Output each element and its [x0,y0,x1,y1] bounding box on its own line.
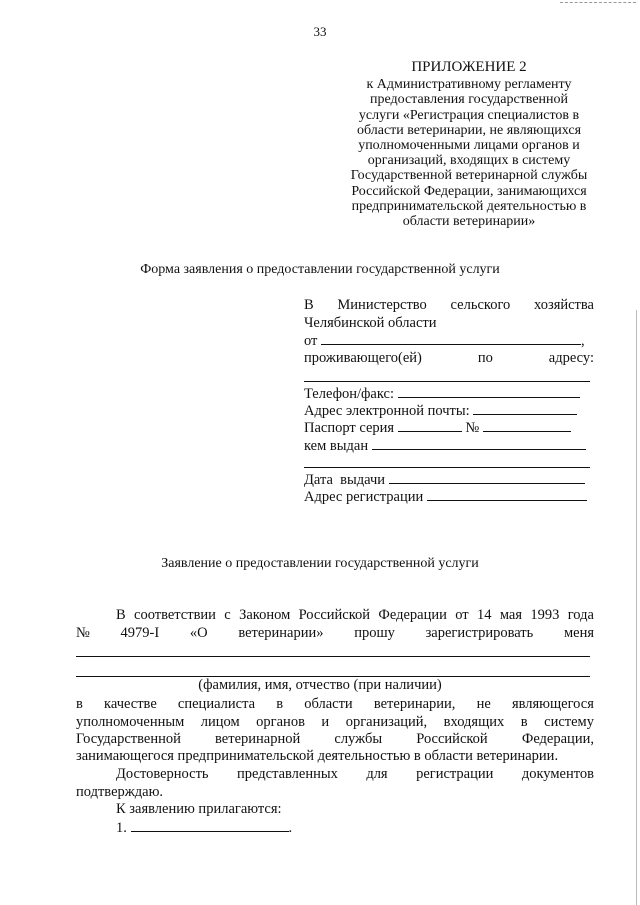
addressee-word: В [304,297,314,313]
issue-date-label: Дата выдачи [304,472,386,488]
appendix-line: уполномоченными лицами органов и [358,138,580,154]
attachment-item-end: . [288,820,293,836]
passport-row [304,418,594,437]
word: являющегося [511,696,594,712]
phone-field[interactable] [398,384,580,398]
word: меня [563,625,594,641]
appendix-line: услуги «Регистрация специалистов в [358,107,580,123]
word: Федерации, [521,731,594,747]
addressee-line-2: Челябинской области [304,315,437,331]
word: Достоверность [116,766,209,782]
appendix-heading: ПРИЛОЖЕНИЕ 2 [411,59,527,75]
word: в [76,696,83,712]
application-title: Заявление о предоставлении государственной услуги [161,556,479,571]
word: не [476,696,491,712]
word: № [76,625,90,641]
word: качестве [104,696,157,712]
addressee-line-1 [304,297,594,314]
word: «О [189,625,208,641]
attachment-item-1 [116,818,292,837]
word: Законом [239,607,291,623]
registration-label: Адрес регистрации [304,489,424,505]
word: организаций, [345,714,428,730]
appendix-line: организаций, входящих в систему [367,153,571,169]
attached-label: К заявлению прилагаются: [116,801,282,817]
word: регистрации [416,766,494,782]
word: специалиста [177,696,256,712]
word: от [455,607,469,623]
word: года [567,607,594,623]
word: зарегистрировать [425,625,534,641]
word: для [366,766,388,782]
scan-edge-top [560,2,636,3]
word: входящих [443,714,505,730]
word: представленных [237,766,338,782]
appendix-line: к Административному регламенту [366,77,572,93]
registration-row [304,487,594,506]
residing-word: по [477,350,493,366]
from-row [304,331,594,350]
page-number: 33 [313,24,327,39]
scan-edge-right [636,310,637,905]
word: мая [499,607,523,623]
passport-number-label: № [465,420,480,436]
word: и [321,714,330,730]
word: области [304,696,353,712]
appendix-header [336,60,602,229]
paragraph-2-line-2 [76,714,594,731]
residing-word: адресу: [548,350,594,366]
paragraph-2-line-3 [76,731,594,748]
word: документов [521,766,594,782]
word: органов [256,714,305,730]
passport-number-field[interactable] [483,418,571,432]
word: в [520,714,528,730]
from-end: , [581,333,585,349]
form-title: Форма заявления о предоставлении государственной услуги [140,262,500,277]
word: в [276,696,284,712]
email-label: Адрес электронной почты: [304,403,470,419]
word: ветеринарии, [373,696,456,712]
issued-by-label: кем выдан [304,438,369,454]
word: систему [544,714,594,730]
issued-by-field[interactable] [372,436,586,450]
from-label: от [304,333,318,349]
word: Федерации [378,607,447,623]
word: соответствии [134,607,216,623]
addressee-word: хозяйства [534,297,594,313]
paragraph-1-line-2 [76,625,594,642]
word: ветеринарии» [238,625,324,641]
residing-word: проживающего(ей) [304,350,422,366]
word: лицом [200,714,240,730]
word: В [116,607,126,623]
addressee-word: Министерство [337,297,427,313]
from-field[interactable] [321,331,581,345]
word: 4979-I [120,625,160,641]
word: Российской [416,731,488,747]
issued-by-field-line-2[interactable] [304,467,590,468]
addressee-word: сельского [450,297,511,313]
issued-by-row [304,436,594,455]
word: уполномоченным [76,714,185,730]
word: 1993 [530,607,560,623]
issue-date-field[interactable] [389,470,585,484]
paragraph-1-line-1 [116,607,594,624]
appendix-line: области ветеринарии, не являющихся [356,122,582,138]
paragraph-3-line-1 [116,766,594,783]
address-field-line[interactable] [304,381,590,382]
appendix-line: Государственной ветеринарной службы [350,168,588,184]
fio-caption: (фамилия, имя, отчество (при наличии) [198,677,442,693]
word: Государственной [76,731,181,747]
appendix-line: области ветеринарии» [402,214,536,230]
paragraph-3-line-2: подтверждаю. [76,784,164,800]
word: службы [334,731,383,747]
registration-field[interactable] [427,487,587,501]
passport-series-field[interactable] [398,418,462,432]
word: прошу [354,625,395,641]
email-field[interactable] [473,401,577,415]
word: ветеринарной [215,731,301,747]
appendix-line: предоставления государственной [369,92,569,108]
word: с [224,607,231,623]
phone-label: Телефон/факс: [304,386,395,402]
attachment-item-field[interactable] [131,818,289,832]
word: 14 [476,607,492,623]
word: Российской [298,607,371,623]
fio-field-line-1[interactable] [76,656,590,657]
passport-series-label: Паспорт серия [304,420,395,436]
attachment-item-number: 1. [116,820,127,836]
paragraph-2-line-4: занимающегося предпринимательской деятельностью в области ветеринарии. [76,748,559,764]
paragraph-2-line-1 [76,696,594,713]
appendix-line: предпринимательской деятельностью в [351,198,587,214]
appendix-line: Российской Федерации, занимающихся [351,183,587,199]
residing-row [304,350,594,367]
